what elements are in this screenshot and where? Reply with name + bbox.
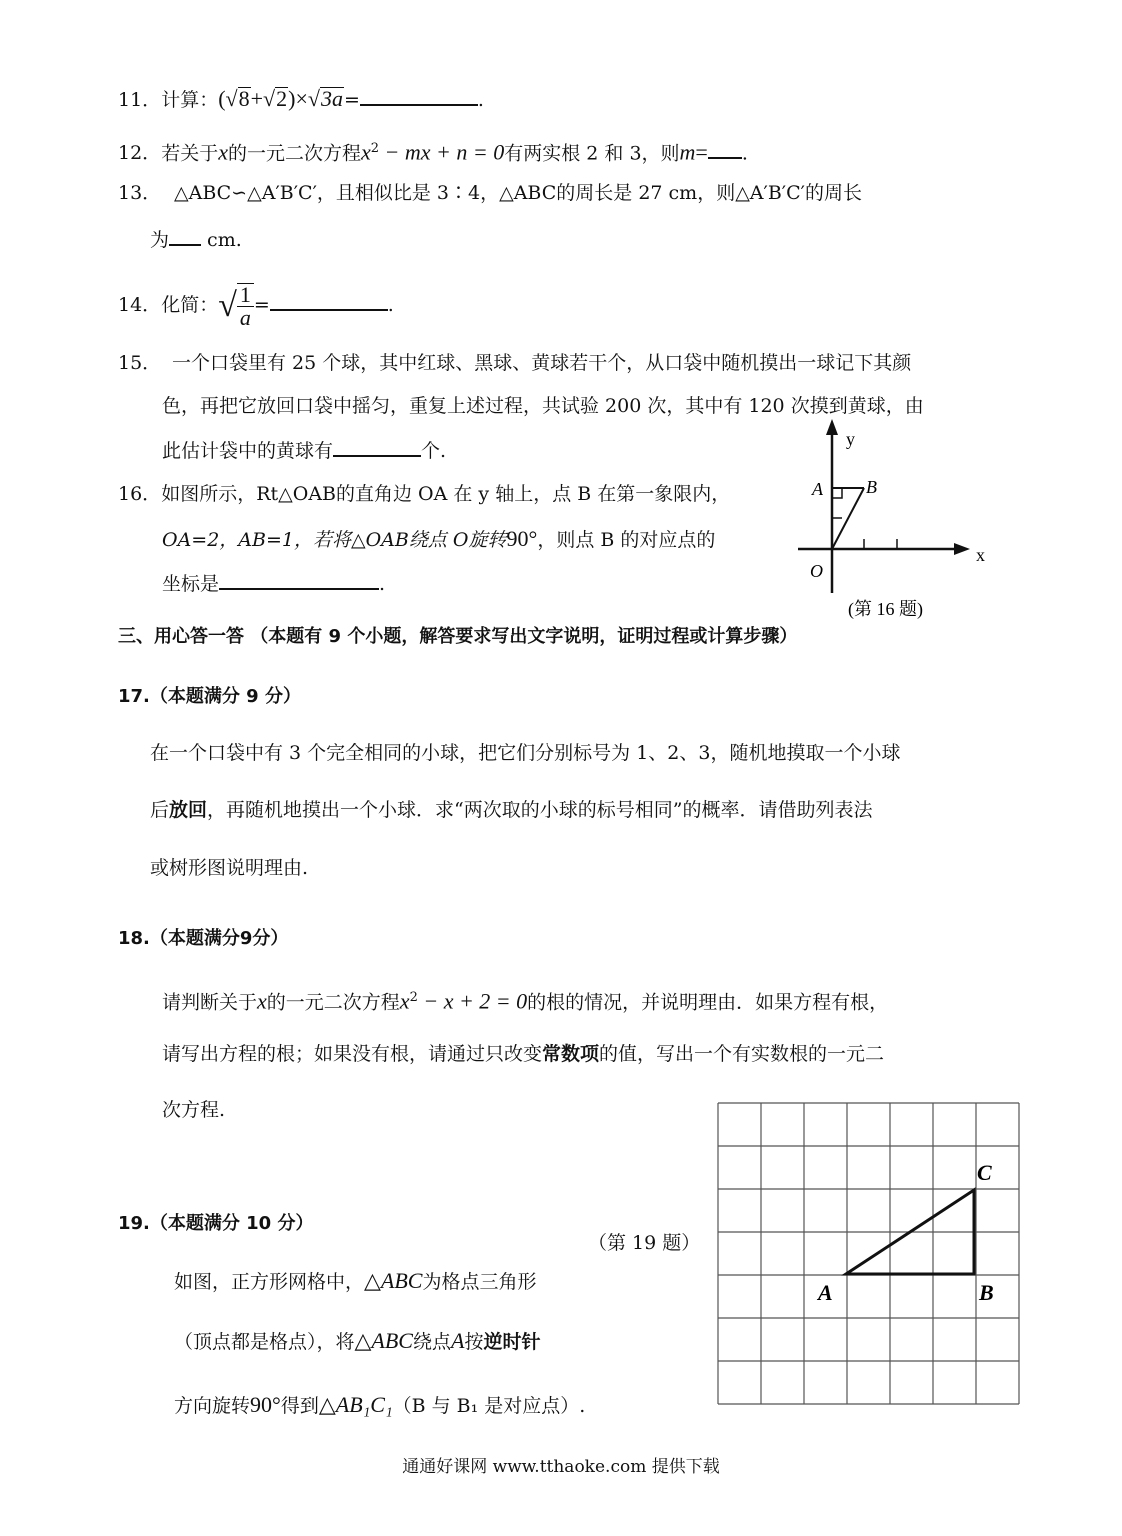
equation-exponent: 2 [409,990,418,1005]
question-16 [118,481,730,507]
equals-sign: = [343,89,360,111]
figure-19-grid [715,1100,1025,1405]
question-number: 12． [118,142,162,165]
question-14 [118,280,394,331]
question-text: ，则点 B 的对应点的 [537,529,716,551]
equals-sign: = [253,294,270,316]
variable-m: m [679,139,696,165]
question-label: 化简： [161,294,219,316]
question-text: 一个口袋里有 25 个球，其中红球、黑球、黄球若干个，从口袋中随机摸出一球记下其颜 [172,352,912,374]
triangle-label: △ABC [364,1268,423,1293]
period: . [741,142,748,165]
question-number: 15． [118,352,162,374]
question-17-line3 [150,855,308,881]
question-text: OA=2，AB=1，若将△OAB绕点 O旋转 [162,529,507,551]
point-a-label: A [818,1280,833,1305]
sqrt-symbol: √ [218,287,237,324]
y-axis-arrow-icon [826,419,838,435]
right-angle-mark [832,488,842,498]
question-text: 坐标是 [162,573,220,595]
point-c-label: C [977,1160,992,1185]
equals-sign: = [695,139,708,165]
question-19-line2 [174,1328,541,1355]
sqrt-symbol: √ [307,86,320,111]
question-number: 14． [118,294,162,316]
equation-rest: − mx + n = 0 [379,139,505,165]
period: . [379,573,386,595]
answer-blank[interactable] [360,86,478,106]
question-text: ，再随机地摸出一个小球．求“两次取的小球的标号相同”的概率．请借助列表法 [207,799,873,821]
denominator: a [239,305,251,330]
sqrt-symbol: √ [225,86,238,111]
period: . [387,294,394,316]
question-17-line2 [150,797,872,823]
question-text: 或树形图说明理由. [150,857,309,879]
question-19-title: 19.（本题满分 10 分） [118,1213,314,1234]
emphasis-text: 常数项 [542,1043,600,1065]
answer-blank[interactable] [169,226,201,246]
question-text: 按 [464,1331,484,1353]
question-text: 在一个口袋中有 3 个完全相同的小球，把它们分别标号为 1、2、3，随机地摸取一个小球 [150,742,901,764]
triangle-label: △AB₁C₁ [318,1392,393,1417]
emphasis-text: 放回 [169,799,208,821]
radicand-3a: 3a [320,86,343,111]
question-text: 后 [150,799,170,821]
figure-16 [790,415,990,630]
question-text: 色，再把它放回口袋中摇匀，重复上述过程，共试验 200 次，其中有 120 次摸到黄球，由 [162,395,924,417]
figure-caption: (第 16 题) [848,599,923,619]
question-13-line2 [150,226,242,253]
triangle-label: △ABC [354,1328,413,1353]
question-text: 请写出方程的根；如果没有根，请通过只改变 [162,1043,543,1065]
point-label: A [451,1328,465,1353]
point-o-label: O [810,561,823,581]
question-text: 得到 [280,1395,319,1417]
question-13 [118,180,862,206]
question-15 [118,350,911,376]
question-18-line2 [162,1041,884,1067]
question-text: 的根的情况，并说明理由．如果方程有根， [527,991,889,1014]
radicand-8: 8 [238,86,250,111]
paren-close: ) [288,86,296,111]
equation-rest: − x + 2 = 0 [417,988,528,1014]
question-16-line2 [162,526,715,553]
question-19-line3 [174,1392,585,1419]
question-text: 此估计袋中的黄球有 [162,440,334,462]
question-text: 如图，正方形网格中， [174,1271,365,1293]
point-b-label: B [979,1280,994,1305]
sqrt-symbol: √ [263,86,276,111]
question-text: 次方程. [162,1099,226,1121]
point-b-label: B [866,477,877,497]
question-18-line3 [162,1097,225,1123]
equation-exponent: 2 [370,141,380,156]
question-text: cm. [201,229,242,251]
answer-blank[interactable] [270,291,388,311]
question-text: 请判断关于 [162,991,258,1014]
question-text: 为格点三角形 [422,1271,537,1293]
times-sign: × [295,86,308,111]
question-text: （顶点都是格点），将 [174,1331,355,1353]
question-17-line1 [150,740,900,766]
equation-x: x [360,139,371,165]
section-heading: 三、用心答一答 （本题有 9 个小题，解答要求写出文字说明，证明过程或计算步骤） [118,626,798,647]
question-11 [118,86,484,113]
radicand-2: 2 [276,86,288,111]
question-16-line3 [162,570,385,597]
question-12 [118,136,748,166]
figure-19-caption: （第 19 题） [588,1232,701,1254]
question-18-line1 [162,985,888,1015]
x-axis-label: x [976,545,985,565]
question-text: △ABC∽△A′B′C′，且相似比是 3∶4，△ABC的周长是 27 cm，则△A′B′C′的周长 [174,182,862,204]
question-text: 个. [421,440,447,462]
question-17-title: 17.（本题满分 9 分） [118,686,301,707]
point-a-label: A [812,479,823,499]
answer-blank[interactable] [219,570,379,590]
period: . [477,89,484,111]
paren-open: ( [218,86,226,111]
question-text: 若关于 [161,142,219,165]
answer-blank[interactable] [708,139,742,159]
variable-x: x [218,139,228,165]
angle-value: 90° [250,1392,281,1417]
answer-blank[interactable] [333,437,421,457]
fraction [237,283,254,329]
question-text: 为 [150,229,170,251]
y-axis-label: y [846,429,855,449]
question-text: 有两实根 2 和 3，则 [504,142,680,165]
question-text: 的值，写出一个有实数根的一元二 [599,1043,885,1065]
question-text: 方向旋转 [174,1395,251,1417]
question-number: 16． [118,483,162,505]
x-axis-arrow-icon [954,543,970,555]
numerator: 1 [237,284,254,307]
question-18-title: 18.（本题满分9分） [118,928,289,949]
question-19-line1 [174,1268,537,1295]
question-text: 的一元二次方程 [266,991,400,1014]
question-text: 的一元二次方程 [227,142,361,165]
angle-value: 90° [506,526,538,551]
question-number: 11． [118,89,162,111]
footer-text: 通通好课网 www.tthaoke.com 提供下载 [402,1457,720,1477]
question-label: 计算： [161,89,219,111]
question-text: （B 与 B₁ 是对应点）. [392,1395,586,1417]
question-text: 如图所示，Rt△OAB的直角边 OA 在 y 轴上，点 B 在第一象限内， [161,483,731,505]
question-text: 绕点 [413,1331,452,1353]
question-number: 13． [118,182,162,204]
variable-x: x [257,988,267,1014]
plus-sign: + [250,86,264,111]
emphasis-text: 逆时针 [483,1331,541,1353]
equation-x: x [399,988,410,1014]
question-15-line3 [162,437,446,464]
